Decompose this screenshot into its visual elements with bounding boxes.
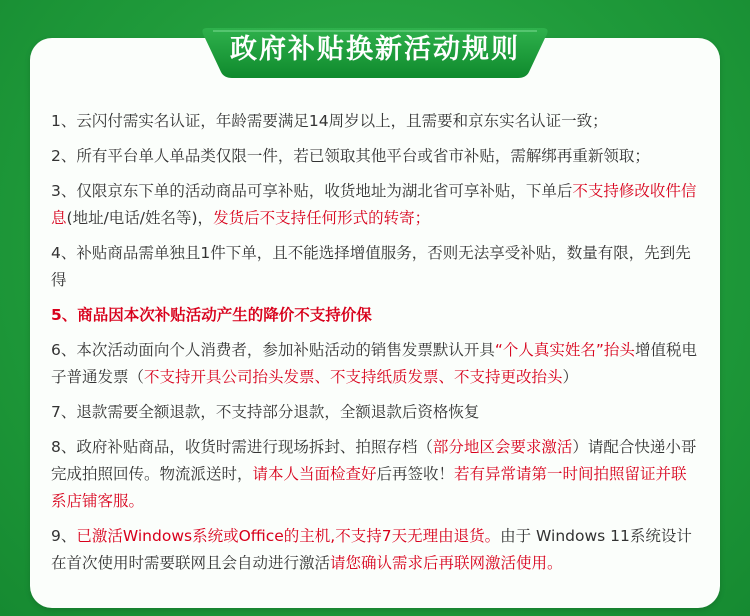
rule-text: 7、退款需要全额退款，不支持部分退款，全额退款后资格恢复 (51, 403, 480, 421)
rule-item (51, 178, 701, 232)
rule-text: 4、补贴商品需单独且1件下单，且不能选择增值服务，否则无法享受补贴，数量有限，先到先得 (51, 244, 691, 289)
rule-text: 由于 Windows 11系统设计在首次使用时需要联网且会自动进行激活 (51, 527, 692, 572)
rule-highlight-text: 发货后不支持任何形式的转寄； (213, 209, 431, 227)
rules-list (51, 108, 701, 585)
rule-item (51, 302, 701, 329)
rule-text: ） (562, 368, 579, 386)
rule-item (51, 108, 701, 135)
rule-text: 3、仅限京东下单的活动商品可享补贴，收货地址为湖北省可享补贴，下单后 (51, 182, 573, 200)
rule-highlight-text: 5、商品因本次补贴活动产生的降价不支持价保 (51, 306, 372, 324)
rule-text: 6、本次活动面向个人消费者，参加补贴活动的销售发票默认开具 (51, 341, 495, 359)
rule-text: (地址/电话/姓名等)， (66, 209, 214, 227)
rule-highlight-text: 请您确认需求后再联网激活使用。 (330, 554, 563, 572)
rule-text: 9、 (51, 527, 77, 545)
rule-text: 1、云闪付需实名认证，年龄需要满足14周岁以上，且需要和京东实名认证一致； (51, 112, 608, 130)
rule-highlight-text: 请本人当面检查好 (252, 465, 377, 483)
rule-highlight-text: 若有异常请第一时间拍照留证并联系店铺客服。 (51, 465, 687, 510)
rule-highlight-text: “个人真实姓名”抬头 (494, 341, 635, 359)
rule-highlight-text: 部分地区会要求激活 (432, 438, 573, 456)
rule-highlight-text: 已激活Windows系统或Office的主机,不支持7天无理由退货。 (76, 527, 501, 545)
rule-text: ）请配合快递小哥完成拍照回传。物流派送时， (51, 438, 697, 483)
rule-text: 后再签收！ (376, 465, 455, 483)
rule-highlight-text: 不支持开具公司抬头发票、不支持纸质发票、不支持更改抬头 (144, 368, 563, 386)
title-banner (193, 22, 557, 80)
rule-item (51, 337, 701, 391)
rule-item (51, 434, 701, 515)
page-title: 政府补贴换新活动规则 (230, 34, 520, 65)
rule-text: 2、所有平台单人单品类仅限一件，若已领取其他平台或省市补贴，需解绑再重新领取； (51, 147, 650, 165)
rule-item (51, 143, 701, 170)
rule-text: 8、政府补贴商品，收货时需进行现场拆封、拍照存档（ (51, 438, 433, 456)
rule-item (51, 399, 701, 426)
rule-item (51, 523, 701, 577)
rule-highlight-text: 不支持修改收件信息 (51, 182, 697, 227)
rule-text: 增值税电子普通发票（ (51, 341, 697, 386)
rule-item (51, 240, 701, 294)
